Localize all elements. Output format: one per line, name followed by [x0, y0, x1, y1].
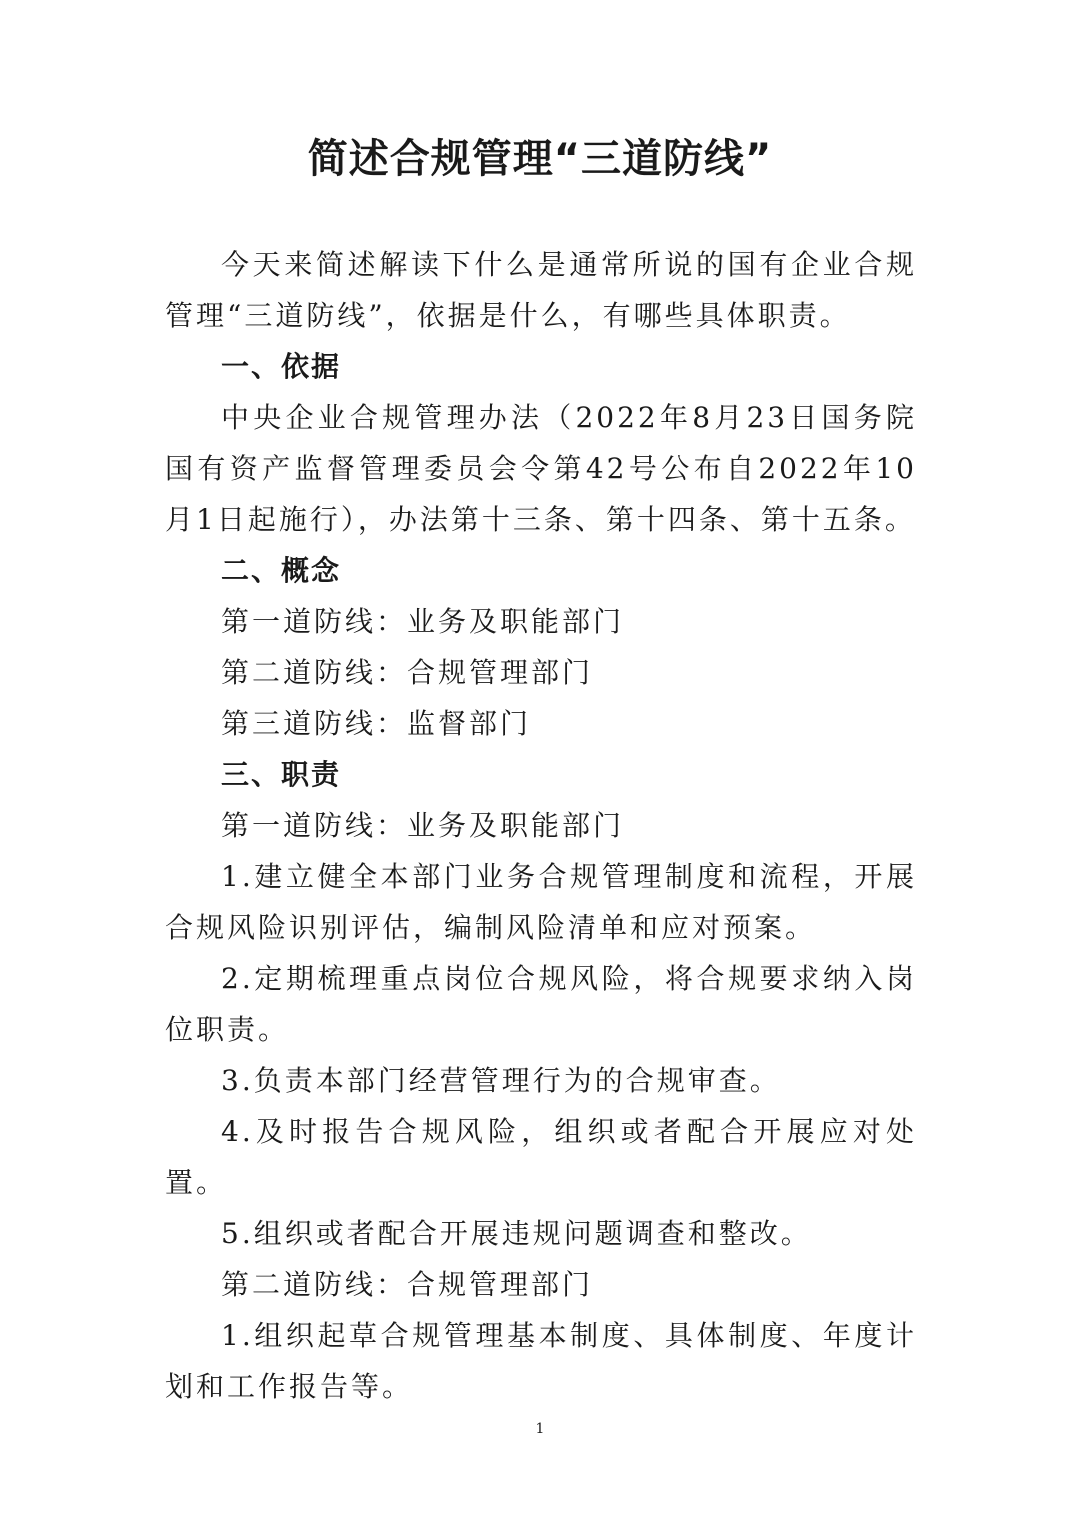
page-number: 1	[535, 1421, 545, 1437]
section-heading-duties: 三、职责	[221, 758, 342, 791]
concept-line-first: 第一道防线：业务及职能部门	[221, 605, 625, 638]
intro-paragraph: 今天来简述解读下什么是通常所说的国有企业合规管理“三道防线”，依据是什么，有哪些具体职责。	[165, 248, 917, 332]
page-title: 简述合规管理“三道防线”	[307, 136, 773, 182]
document-body	[165, 239, 917, 1412]
duty-item: 2.定期梳理重点岗位合规风险，将合规要求纳入岗位职责。	[165, 962, 917, 1046]
duty-item: 1.建立健全本部门业务合规管理制度和流程，开展合规风险识别评估，编制风险清单和应对预案。	[165, 860, 917, 944]
section-heading-basis: 一、依据	[221, 350, 342, 383]
subheading-second-line: 第二道防线：合规管理部门	[221, 1268, 594, 1301]
concept-line-second: 第二道防线：合规管理部门	[221, 656, 594, 689]
duty-item: 5.组织或者配合开展违规问题调查和整改。	[221, 1217, 812, 1250]
concept-line-third: 第三道防线：监督部门	[221, 707, 532, 740]
basis-paragraph: 中央企业合规管理办法（2022年8月23日国务院国有资产监督管理委员会令第42号公布自2022年10月1日起施行），办法第十三条、第十四条、第十五条。	[165, 401, 917, 536]
duty-item: 4.及时报告合规风险，组织或者配合开展应对处置。	[165, 1115, 917, 1199]
duty-item: 3.负责本部门经营管理行为的合规审查。	[221, 1064, 781, 1097]
section-heading-concept: 二、概念	[221, 554, 342, 587]
duty-item: 1.组织起草合规管理基本制度、具体制度、年度计划和工作报告等。	[165, 1319, 917, 1403]
subheading-first-line: 第一道防线：业务及职能部门	[221, 809, 625, 842]
